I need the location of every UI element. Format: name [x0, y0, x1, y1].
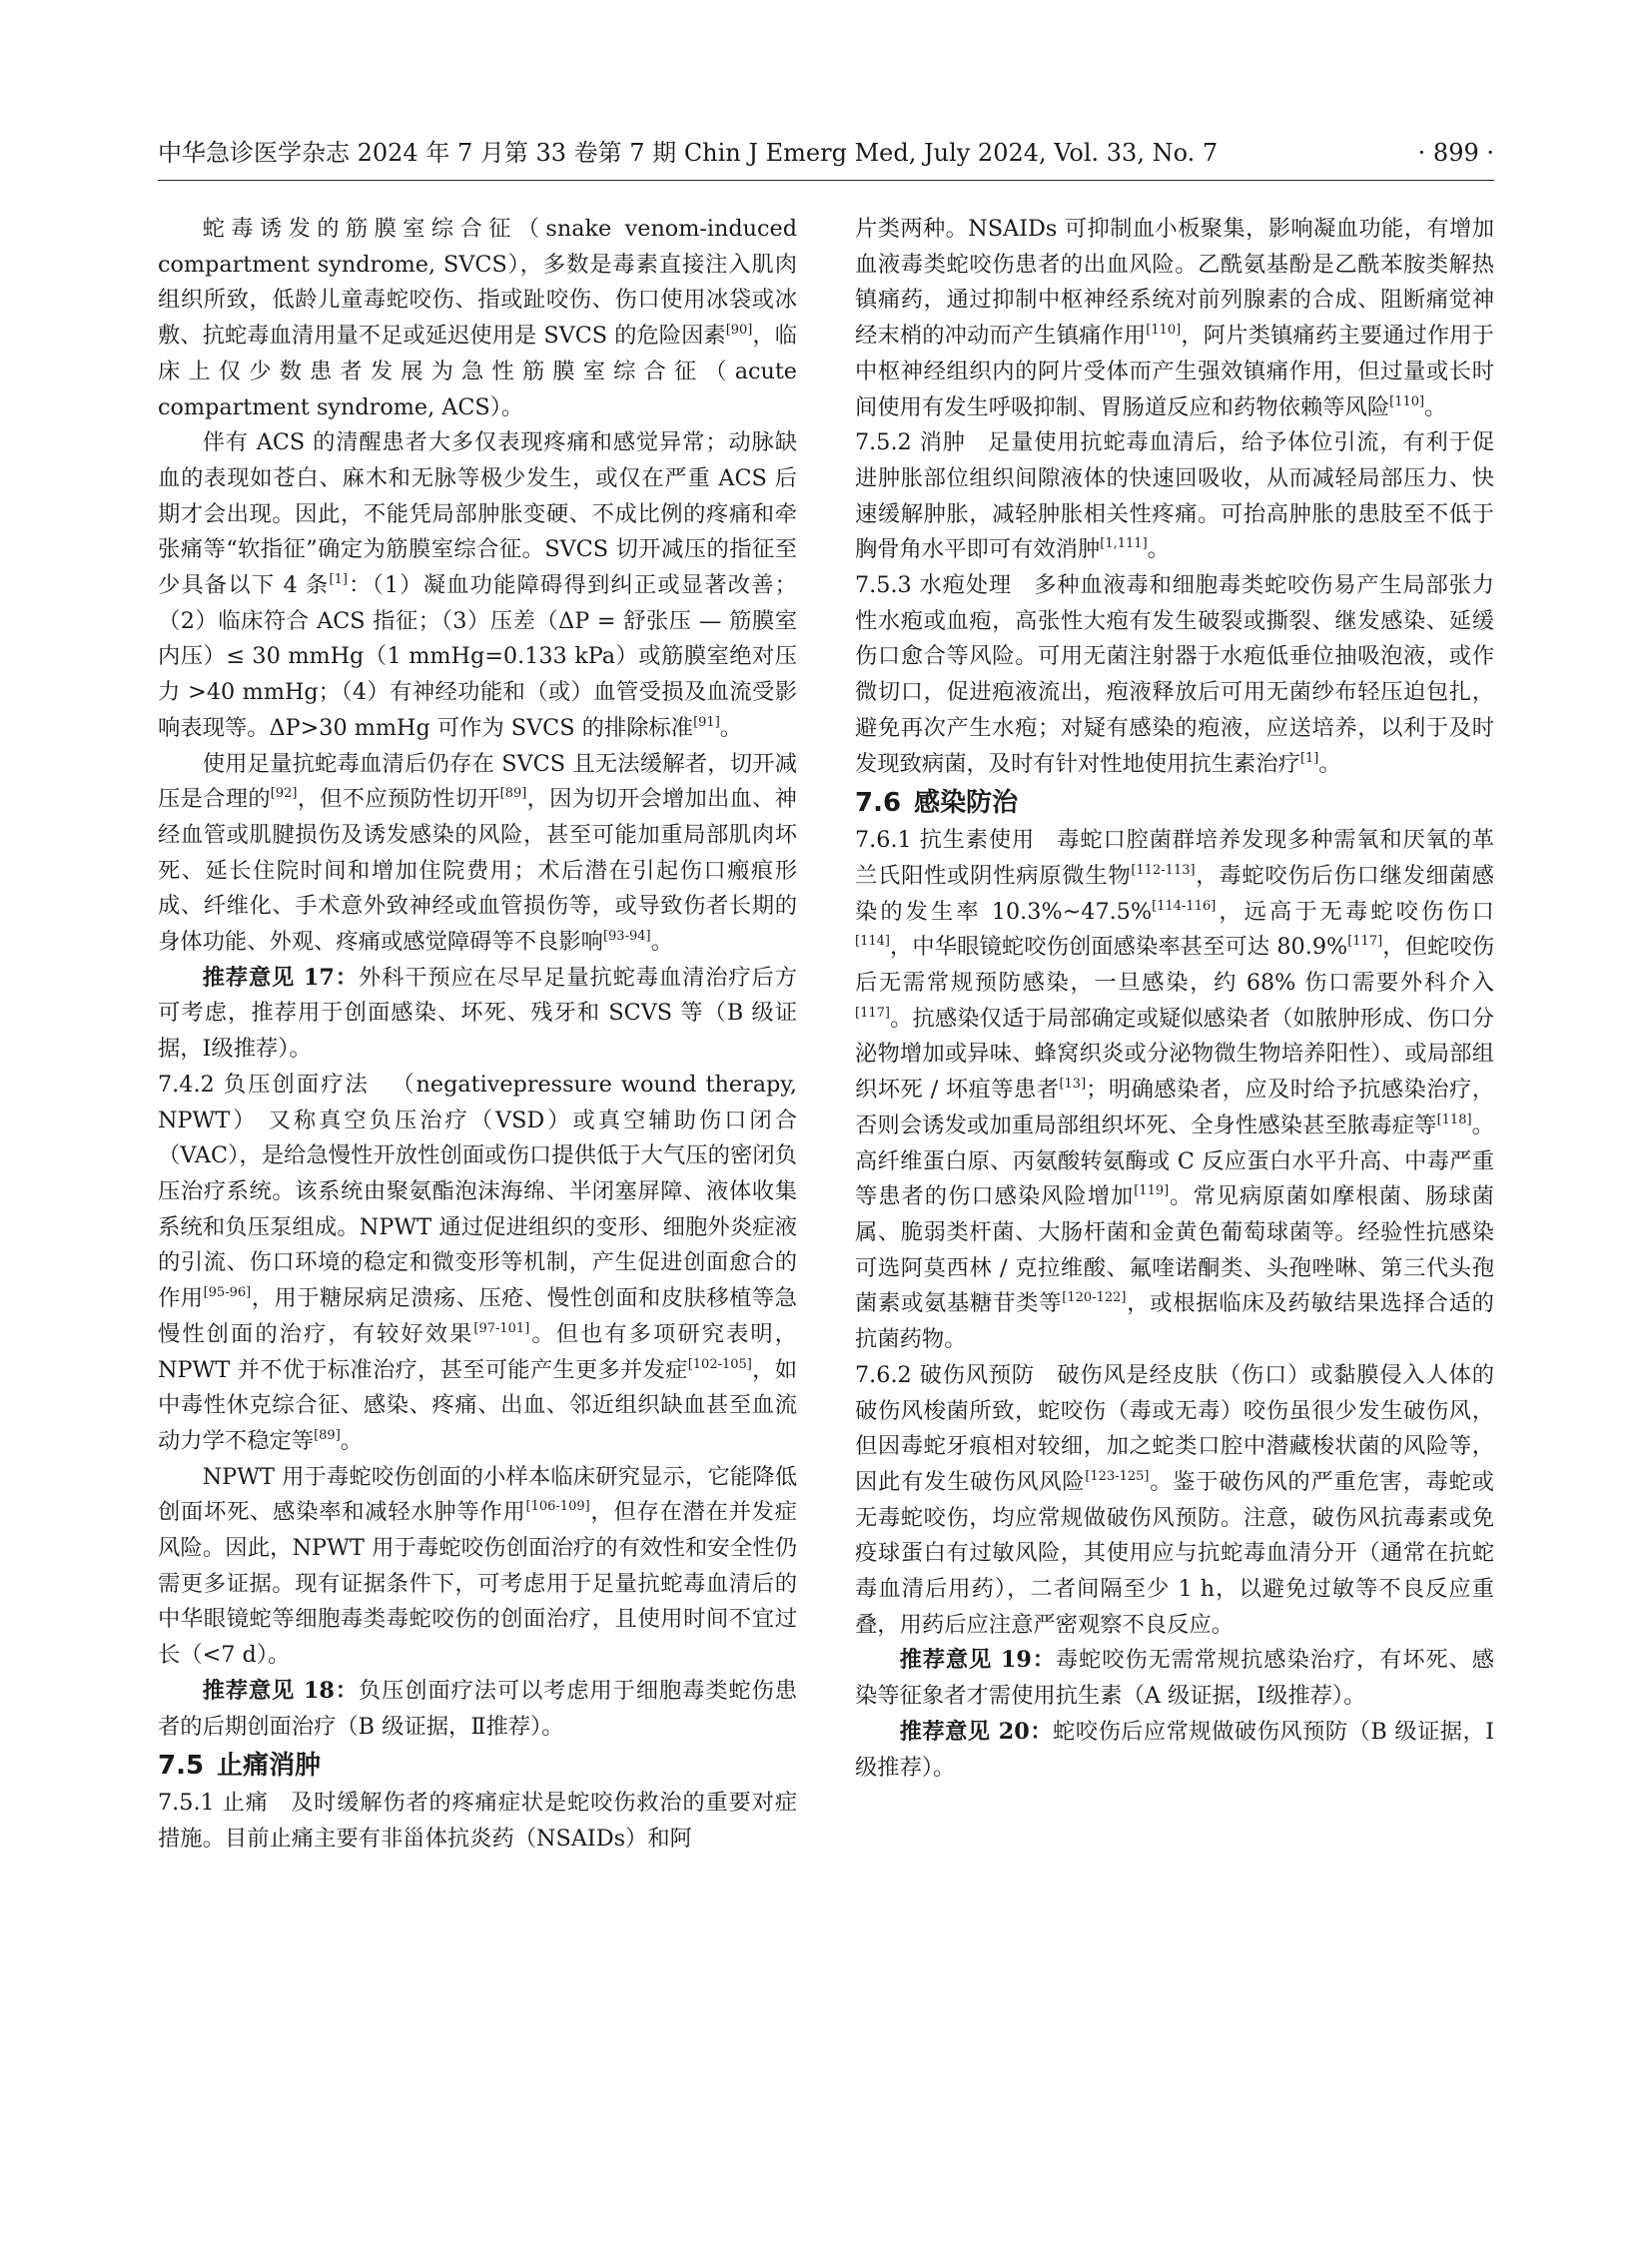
recommendation-label: 推荐意见 18：: [202, 1677, 359, 1704]
paragraph-antibiotics: 7.6.1 抗生素使用 毒蛇口腔菌群培养发现多种需氧和厌氧的革兰氏阳性或阴性病原微生物[112-113]，毒蛇咬伤后伤口继发细菌感染的发生率 10.3%~47.5%[114-116]，远高于无毒蛇咬伤伤口[114]，中华眼镜蛇咬伤创面感染率甚至可达 80.9%[117]，但蛇咬伤后无需常规预防感染，一旦感染，约 68% 伤口需要外科介入[117]。抗感染仅适于局部确定或疑似感染者（如脓肿形成、伤口分泌物增加或异味、蜂窝织炎或分泌物微生物培养阳性）、或局部组织坏死 / 坏疽等患者[13]；明确感染者，应及时给予抗感染治疗，否则会诱发或加重局部组织坏死、全身性感染甚至脓毒症等[118]。高纤维蛋白原、丙氨酸转氨酶或 C 反应蛋白水平升高、中毒严重等患者的伤口感染风险增加[119]。常见病原菌如摩根菌、肠球菌属、脆弱类杆菌、大肠杆菌和金黄色葡萄球菌等。经验性抗感染可选阿莫西林 / 克拉维酸、氟喹诺酮类、头孢唑啉、第三代头孢菌素或氨基糖苷类等[120-122]，或根据临床及药敏结果选择合适的抗菌药物。: [855, 827, 1494, 1353]
citation[interactable]: [93-94]: [602, 929, 651, 945]
recommendation-20: 推荐意见 20：蛇咬伤后应常规做破伤风预防（B 级证据，Ⅰ级推荐）。: [855, 1718, 1494, 1781]
section-heading-7-6: 7.6 感染防治: [855, 788, 1019, 819]
recommendation-label: 推荐意见 17：: [202, 964, 359, 991]
citation[interactable]: [102-105]: [687, 1356, 752, 1372]
header-rule: [158, 180, 1494, 181]
citation[interactable]: [89]: [499, 786, 527, 802]
left-column: [158, 212, 797, 1858]
recommendation-17: 推荐意见 17：外科干预应在尽早足量抗蛇毒血清治疗后方可考虑，推荐用于创面感染、坏死、残牙和 SCVS 等（B 级证据，Ⅰ级推荐）。: [158, 964, 797, 1063]
paragraph-svcs-intro: 蛇毒诱发的筋膜室综合征（snake venom-induced compartment syndrome, SVCS），多数是毒素直接注入肌肉组织所致，低龄儿童毒蛇咬伤、指或趾咬伤、伤口使用冰袋或冰敷、抗蛇毒血清用量不足或延迟使用是 SVCS 的危险因素[90]，临床上仅少数患者发展为急性筋膜室综合征（acute compartment syndrome, ACS）。: [158, 216, 797, 420]
citation[interactable]: [117]: [1347, 934, 1383, 950]
recommendation-label: 推荐意见 20：: [899, 1718, 1053, 1745]
citation[interactable]: [97-101]: [473, 1320, 530, 1336]
recommendation-18: 推荐意见 18：负压创面疗法可以考虑用于细胞毒类蛇伤患者的后期创面治疗（B 级证据，Ⅱ推荐）。: [158, 1677, 797, 1740]
citation[interactable]: [13]: [1059, 1077, 1087, 1093]
citation[interactable]: [118]: [1436, 1112, 1472, 1127]
section-heading-7-5: 7.5 止痛消肿: [158, 1751, 322, 1782]
citation[interactable]: [1]: [1299, 750, 1319, 766]
citation[interactable]: [1]: [329, 572, 348, 588]
citation[interactable]: [114-116]: [1152, 898, 1217, 914]
subsection-heading-7-6-2: 7.6.2 破伤风预防: [855, 1361, 1035, 1388]
right-column: [855, 212, 1494, 1786]
citation[interactable]: [110]: [1389, 393, 1425, 409]
subsection-heading-7-5-1: 7.5.1 止痛: [158, 1790, 269, 1817]
citation[interactable]: [90]: [725, 323, 753, 339]
citation[interactable]: [95-96]: [203, 1285, 252, 1301]
paragraph-tetanus: 7.6.2 破伤风预防 破伤风是经皮肤（伤口）或黏膜侵入人体的破伤风梭菌所致，蛇咬伤（毒或无毒）咬伤虽很少发生破伤风，但因毒蛇牙痕相对较细，加之蛇类口腔中潜藏梭状菌的风险等，因此有发生破伤风风险[123-125]。鉴于破伤风的严重危害，毒蛇或无毒蛇咬伤，均应常规做破伤风预防。注意，破伤风抗毒素或免疫球蛋白有过敏风险，其使用应与抗蛇毒血清分开（通常在抗蛇毒血清后用药），二者间隔至少 1 h，以避免过敏等不良反应重叠，用药后应注意严密观察不良反应。: [855, 1361, 1494, 1638]
citation[interactable]: [110]: [1146, 323, 1182, 339]
paragraph-analgesia-cont: 片类两种。NSAIDs 可抑制血小板聚集，影响凝血功能，有增加血液毒类蛇咬伤患者的出血风险。乙酰氨基酚是乙酰苯胺类解热镇痛药，通过抑制中枢神经系统对前列腺素的合成、阻断痛觉神经末梢的冲动而产生镇痛作用[110]，阿片类镇痛药主要通过作用于中枢神经组织内的阿片受体而产生强效镇痛作用，但过量或长时间使用有发生呼吸抑制、胃肠道反应和药物依赖等风险[110]。: [855, 216, 1494, 420]
citation[interactable]: [114]: [855, 934, 890, 950]
subsection-heading-7-4-2: 7.4.2 负压创面疗法: [158, 1071, 370, 1098]
page-number: · 899 ·: [1417, 139, 1494, 167]
citation[interactable]: [117]: [855, 1005, 890, 1021]
subsection-heading-7-5-3: 7.5.3 水疱处理: [855, 572, 1012, 599]
subsection-heading-7-6-1: 7.6.1 抗生素使用: [855, 827, 1035, 854]
citation[interactable]: [1,111]: [1100, 536, 1148, 552]
paragraph-acs-signs: 伴有 ACS 的清醒患者大多仅表现疼痛和感觉异常；动脉缺血的表现如苍白、麻木和无脉等极少发生，或仅在严重 ACS 后期才会出现。因此，不能凭局部肿胀变硬、不成比例的疼痛和牵张痛等“软指征”确定为筋膜室综合征。SVCS 切开减压的指征至少具备以下 4 条[1]：（1）凝血功能障碍得到纠正或显著改善；（2）临床符合 ACS 指征；（3）压差（ΔP = 舒张压 — 筋膜室内压）≤ 30 mmHg（1 mmHg=0.133 kPa）或筋膜室绝对压力 >40 mmHg；（4）有神经功能和（或）血管受损及血流受影响表现等。ΔP>30 mmHg 可作为 SVCS 的排除标准[91]。: [158, 429, 797, 741]
paragraph-npwt-snakebite: NPWT 用于毒蛇咬伤创面的小样本临床研究显示，它能降低创面坏死、感染率和减轻水肿等作用[106-109]，但存在潜在并发症风险。因此，NPWT 用于毒蛇咬伤创面治疗的有效性和安全性仍需更多证据。现有证据条件下，可考虑用于足量抗蛇毒血清后的中华眼镜蛇等细胞毒类毒蛇咬伤的创面治疗，且使用时间不宜过长（<7 d）。: [158, 1463, 797, 1669]
subsection-heading-7-5-2: 7.5.2 消肿: [855, 429, 966, 456]
recommendation-19: 推荐意见 19：毒蛇咬伤无需常规抗感染治疗，有坏死、感染等征象者才需使用抗生素（A 级证据，Ⅰ级推荐）。: [855, 1647, 1494, 1710]
paragraph-npwt: 7.4.2 负压创面疗法 （negativepressure wound therapy, NPWT） 又称真空负压治疗（VSD）或真空辅助伤口闭合（VAC），是给急慢性开放性创面或伤口提供低于大气压的密闭负压治疗系统。该系统由聚氨酯泡沫海绵、半闭塞屏障、液体收集系统和负压泵组成。NPWT 通过促进组织的变形、细胞外炎症液的引流、伤口环境的稳定和微变形等机制，产生促进创面愈合的作用[95-96]，用于糖尿病足溃疡、压疮、慢性创面和皮肤移植等急慢性创面的治疗，有较好效果[97-101]。但也有多项研究表明，NPWT 并不优于标准治疗，甚至可能产生更多并发症[102-105]，如中毒性休克综合征、感染、疼痛、出血、邻近组织缺血甚至血流动力学不稳定等[89]。: [158, 1071, 797, 1454]
citation[interactable]: [119]: [1134, 1183, 1170, 1199]
citation[interactable]: [106-109]: [525, 1499, 590, 1515]
recommendation-label: 推荐意见 19：: [899, 1647, 1056, 1674]
journal-citation: 中华急诊医学杂志 2024 年 7 月第 33 卷第 7 期 Chin J Emerg Med, July 2024, Vol. 33, No. 7: [158, 139, 1219, 167]
citation[interactable]: [91]: [693, 714, 720, 730]
paragraph-decompression: 使用足量抗蛇毒血清后仍存在 SVCS 且无法缓解者，切开减压是合理的[92]，但不应预防性切开[89]，因为切开会增加出血、神经血管或肌腱损伤及诱发感染的风险，甚至可能加重局部肌肉坏死、延长住院时间和增加住院费用；术后潜在引起伤口瘢痕形成、纤维化、手术意外致神经或血管损伤等，或导致伤者长期的身体功能、外观、疼痛或感觉障碍等不良影响[93-94]。: [158, 750, 797, 956]
paragraph-analgesia: 7.5.1 止痛 及时缓解伤者的疼痛症状是蛇咬伤救治的重要对症措施。目前止痛主要有非甾体抗炎药（NSAIDs）和阿: [158, 1790, 797, 1852]
citation[interactable]: [112-113]: [1131, 862, 1196, 878]
citation[interactable]: [123-125]: [1085, 1468, 1150, 1484]
paragraph-swelling: 7.5.2 消肿 足量使用抗蛇毒血清后，给予体位引流，有利于促进肿胀部位组织间隙液体的快速回吸收，从而减轻局部压力、快速缓解肿胀，减轻肿胀相关性疼痛。可抬高肿胀的患肢至不低于胸骨角水平即可有效消肿[1,111]。: [855, 429, 1494, 563]
citation[interactable]: [89]: [314, 1427, 341, 1443]
citation[interactable]: [120-122]: [1062, 1290, 1127, 1306]
paragraph-blisters: 7.5.3 水疱处理 多种血液毒和细胞毒类蛇咬伤易产生局部张力性水疱或血疱，高张性大疱有发生破裂或撕裂、继发感染、延缓伤口愈合等风险。可用无菌注射器于水疱低垂位抽吸泡液，或作微切口，促进疱液流出，疱液释放后可用无菌纱布轻压迫包扎，避免再次产生水疱；对疑有感染的疱液，应送培养，以利于及时发现致病菌，及时有针对性地使用抗生素治疗[1]。: [855, 572, 1494, 777]
citation[interactable]: [92]: [270, 786, 298, 802]
